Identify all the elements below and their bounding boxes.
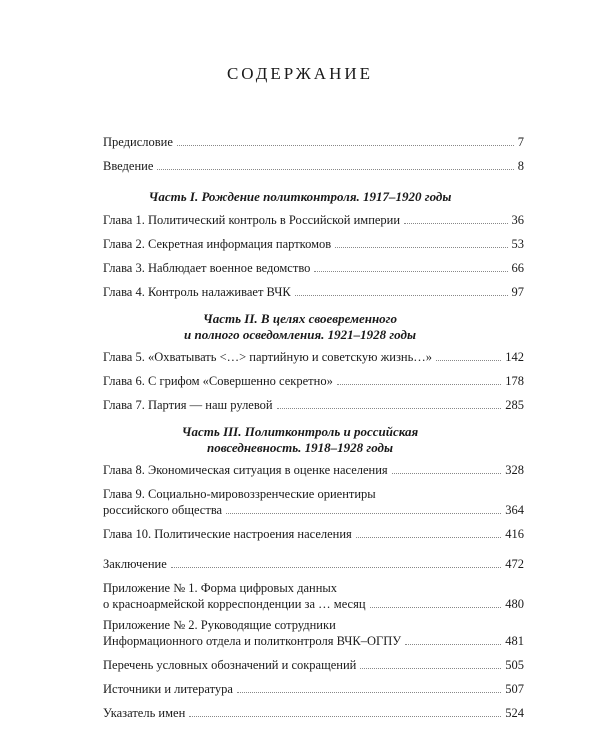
- dot-leader: [277, 407, 502, 409]
- toc-entry-page: 328: [505, 463, 524, 477]
- toc-entry-title: Глава 9. Социально-мировоззренческие ориентиры: [103, 487, 376, 501]
- toc-entry-title-continued: Информационного отдела и политконтроля ВЧК–ОГПУ: [103, 634, 402, 648]
- toc-entry-chapter-4[interactable]: [103, 284, 524, 300]
- toc-entry-title: Введение: [103, 159, 154, 173]
- toc-entry-name-index[interactable]: [103, 705, 524, 721]
- dot-leader: [436, 359, 501, 361]
- toc-entry-chapter-5[interactable]: [103, 349, 524, 365]
- dot-leader: [226, 512, 501, 514]
- toc-entry-page: 505: [505, 658, 524, 672]
- part-heading-2[interactable]: [60, 311, 540, 343]
- toc-entry-title: Приложение № 2. Руководящие сотрудники: [103, 618, 336, 632]
- toc-entry-title: Предисловие: [103, 135, 173, 149]
- toc-entry-title: Глава 4. Контроль налаживает ВЧК: [103, 285, 291, 299]
- toc-entry-title: Глава 6. С грифом «Совершенно секретно»: [103, 374, 333, 388]
- toc-entry-abbreviations[interactable]: [103, 657, 524, 673]
- toc-entry-page: 524: [505, 706, 524, 720]
- toc-entry-page: 66: [511, 261, 524, 275]
- toc-entry-title: Глава 8. Экономическая ситуация в оценке населения: [103, 463, 388, 477]
- dot-leader: [392, 472, 502, 474]
- toc-entry-page: 472: [505, 557, 524, 571]
- toc-entry-chapter-7[interactable]: [103, 397, 524, 413]
- toc-entry-chapter-3[interactable]: [103, 260, 524, 276]
- dot-leader: [405, 643, 501, 645]
- toc-entry-title: Заключение: [103, 557, 167, 571]
- toc-entry-introduction[interactable]: [103, 158, 524, 174]
- part-heading-line: Часть III. Политконтроль и российская: [181, 424, 419, 439]
- part-heading-line: и полного осведомления. 1921–1928 годы: [184, 327, 416, 342]
- dot-leader: [171, 566, 502, 568]
- toc-entry-title: Глава 1. Политический контроль в Российской империи: [103, 213, 401, 227]
- page-title: СОДЕРЖАНИЕ: [226, 64, 374, 83]
- toc-entry-page: 416: [505, 527, 524, 541]
- toc-entry-title-continued: российского общества: [103, 503, 223, 517]
- dot-leader: [237, 691, 501, 693]
- toc-entry-preface[interactable]: [103, 134, 524, 150]
- dot-leader: [404, 222, 507, 224]
- toc-entry-page: 178: [505, 374, 524, 388]
- toc-entry-title-continued: о красноармейской корреспонденции за … месяц: [103, 597, 366, 611]
- toc-entry-title: Указатель имен: [103, 706, 186, 720]
- toc-entry-chapter-1[interactable]: [103, 212, 524, 228]
- dot-leader: [314, 270, 507, 272]
- toc-entry-page: 507: [505, 682, 524, 696]
- toc-entry-title: Глава 5. «Охватывать <…> партийную и советскую жизнь…»: [103, 350, 433, 364]
- toc-entry-title: Глава 10. Политические настроения населения: [103, 527, 352, 541]
- part-heading-line: Часть I. Рождение политконтроля. 1917–1920 годы: [148, 189, 452, 204]
- toc-entry-page: 480: [505, 597, 524, 611]
- dot-leader: [295, 294, 508, 296]
- toc-entry-chapter-2[interactable]: [103, 236, 524, 252]
- dot-leader: [356, 536, 501, 538]
- dot-leader: [370, 606, 502, 608]
- dot-leader: [360, 667, 501, 669]
- toc-entry-page: 36: [511, 213, 524, 227]
- toc-entry-page: 142: [505, 350, 524, 364]
- part-heading-1[interactable]: [60, 189, 540, 205]
- toc-entry-title: Источники и литература: [103, 682, 233, 696]
- toc-entry-title: Перечень условных обозначений и сокращений: [103, 658, 357, 672]
- part-heading-line: повседневность. 1918–1928 годы: [206, 440, 394, 455]
- toc-entry-page: 97: [511, 285, 524, 299]
- dot-leader: [337, 383, 501, 385]
- dot-leader: [177, 144, 514, 146]
- toc-entry-conclusion[interactable]: [103, 556, 524, 572]
- part-heading-3[interactable]: [60, 424, 540, 456]
- toc-entry-page: 7: [517, 135, 524, 149]
- toc-entry-page: 285: [505, 398, 524, 412]
- toc-entry-title: Приложение № 1. Форма цифровых данных: [103, 581, 338, 595]
- dot-leader: [335, 246, 507, 248]
- toc-entry-chapter-10[interactable]: [103, 526, 524, 542]
- toc-entry-sources[interactable]: [103, 681, 524, 697]
- dot-leader: [157, 168, 513, 170]
- toc-entry-chapter-6[interactable]: [103, 373, 524, 389]
- toc-entry-title: Глава 2. Секретная информация парткомов: [103, 237, 332, 251]
- toc-entry-page: 53: [511, 237, 524, 251]
- part-heading-line: Часть II. В целях своевременного: [203, 311, 397, 326]
- toc-entry-page: 8: [517, 159, 524, 173]
- toc-entry-page: 364: [505, 503, 524, 517]
- toc-entry-page: 481: [505, 634, 524, 648]
- toc-entry-chapter-8[interactable]: [103, 462, 524, 478]
- toc-entry-title: Глава 3. Наблюдает военное ведомство: [103, 261, 311, 275]
- dot-leader: [189, 715, 501, 717]
- toc-entry-title: Глава 7. Партия — наш рулевой: [103, 398, 273, 412]
